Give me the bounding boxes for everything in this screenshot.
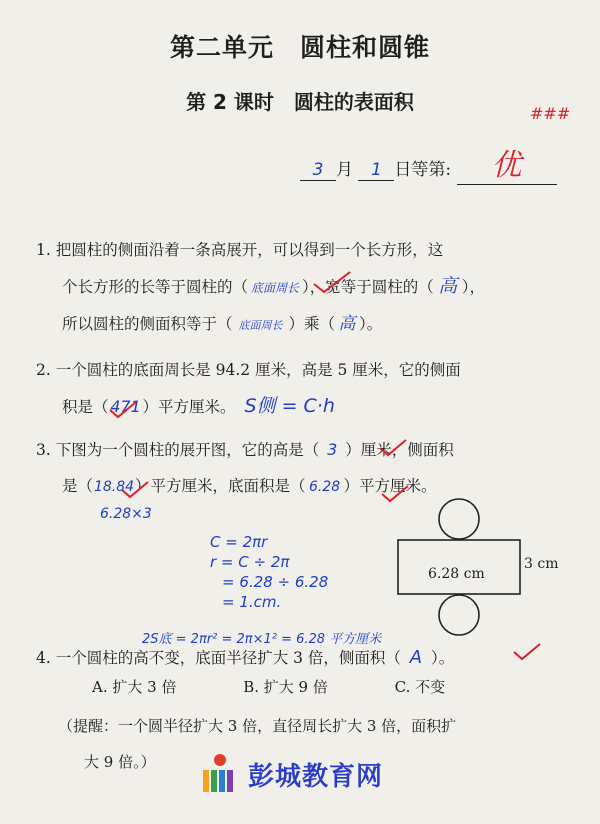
day-blank (358, 160, 394, 181)
watermark-text: 彭城教育网 (248, 761, 384, 792)
q2-formula: S侧 = C·h (244, 395, 335, 417)
day-value: 1 (370, 160, 382, 180)
grade-extra: ### (530, 104, 571, 123)
check-mark-icon (512, 642, 542, 662)
q2-answer: 471 (110, 397, 141, 416)
check-mark-icon (378, 438, 408, 458)
q3-work-multiply: 6.28×3 (100, 506, 152, 522)
bottom-circle (439, 595, 479, 635)
date-grade-line (300, 140, 557, 185)
q2-text-a: 积是（ (62, 398, 109, 416)
q3-text-e: ）平方厘米。 (343, 477, 437, 495)
q1-text-f: ）。 (359, 315, 383, 333)
q3-text-b: ）厘米，侧面积 (345, 441, 454, 459)
q4-answer: A (409, 647, 423, 668)
option-a: A. 扩大 3 倍 (92, 678, 177, 696)
top-circle (439, 499, 479, 539)
month-blank (300, 160, 336, 181)
grade-value: 优 (491, 148, 522, 183)
q1-line-1: 1. 把圆柱的侧面沿着一条高展开，可以得到一个长方形，这 (36, 241, 444, 259)
check-mark-icon (312, 270, 352, 296)
check-mark-icon (120, 480, 150, 500)
q2-text-b: ）平方厘米。 (142, 398, 236, 416)
unit-title: 第二单元 圆柱和圆锥 (169, 33, 430, 62)
q3-answer-height: 3 (327, 440, 338, 459)
q4-line-1 (36, 640, 576, 676)
q1-answer-1: 底面周长 (251, 281, 300, 295)
q1-line-2 (36, 268, 576, 306)
q2-line-1: 2. 一个圆柱的底面周长是 94.2 厘米，高是 5 厘米，它的侧面 (36, 361, 461, 379)
hint-line-2: 大 9 倍。） (84, 753, 156, 771)
q1-answer-3: 底面周长 (238, 319, 283, 332)
day-label: 日等第: (394, 160, 452, 180)
book-logo-icon (200, 752, 240, 796)
check-mark-icon (108, 400, 138, 420)
hint-line-1: （提醒：一个圆半径扩大 3 倍，直径周长扩大 3 倍，面积扩 (58, 717, 457, 735)
figure-height-label: 3 cm (524, 556, 559, 572)
q1-text-e: ）乘（ (288, 315, 336, 333)
grade-blank (457, 140, 557, 185)
q3-text-d: ）平方厘米，底面积是（ (135, 477, 306, 495)
month-value: 3 (312, 160, 324, 180)
question-4 (36, 640, 576, 676)
check-mark-icon (380, 484, 410, 504)
q1-text-b: ），宽等于圆柱的（ (302, 278, 434, 296)
option-b: B. 扩大 9 倍 (243, 678, 328, 696)
q1-text-c: ）， (461, 278, 486, 296)
q4-text-a: 4. 一个圆柱的高不变，底面半径扩大 3 倍，侧面积（ (36, 649, 401, 667)
option-c: C. 不变 (394, 678, 446, 696)
lesson-title: 第 2 课时 圆柱的表面积 (186, 90, 414, 114)
q3-work-steps (210, 532, 328, 612)
month-label: 月 (336, 160, 353, 180)
watermark-logo (200, 752, 383, 796)
q1-line-3 (36, 306, 576, 344)
figure-width-label: 6.28 cm (428, 566, 485, 582)
q1-text-d: 所以圆柱的侧面积等于（ (62, 315, 233, 333)
q1-answer-4: 高 (338, 314, 356, 334)
q3-answer-base: 6.28 (308, 479, 341, 495)
q1-answer-2: 高 (438, 275, 458, 297)
q1-text-a: 个长方形的长等于圆柱的（ (62, 278, 249, 296)
q3-text-c: 是（ (62, 477, 94, 495)
question-1 (36, 232, 576, 344)
q3-text-a: 3. 下图为一个圆柱的展开图，它的高是（ (36, 441, 320, 459)
q4-text-b: ）。 (430, 649, 455, 667)
work-line: r = C ÷ 2π (210, 553, 290, 571)
work-line: = 1.cm. (222, 593, 282, 611)
work-line: C = 2πr (210, 533, 268, 551)
q3-answer-lateral: 18.84 (93, 479, 135, 495)
question-3 (36, 432, 576, 505)
q3-work-area: 2S底 = 2πr² = 2π×1² = 6.28 平方厘米 (142, 632, 382, 647)
q3-line-1 (36, 432, 576, 468)
work-line: = 6.28 ÷ 6.28 (222, 573, 329, 591)
q4-options (92, 676, 507, 697)
